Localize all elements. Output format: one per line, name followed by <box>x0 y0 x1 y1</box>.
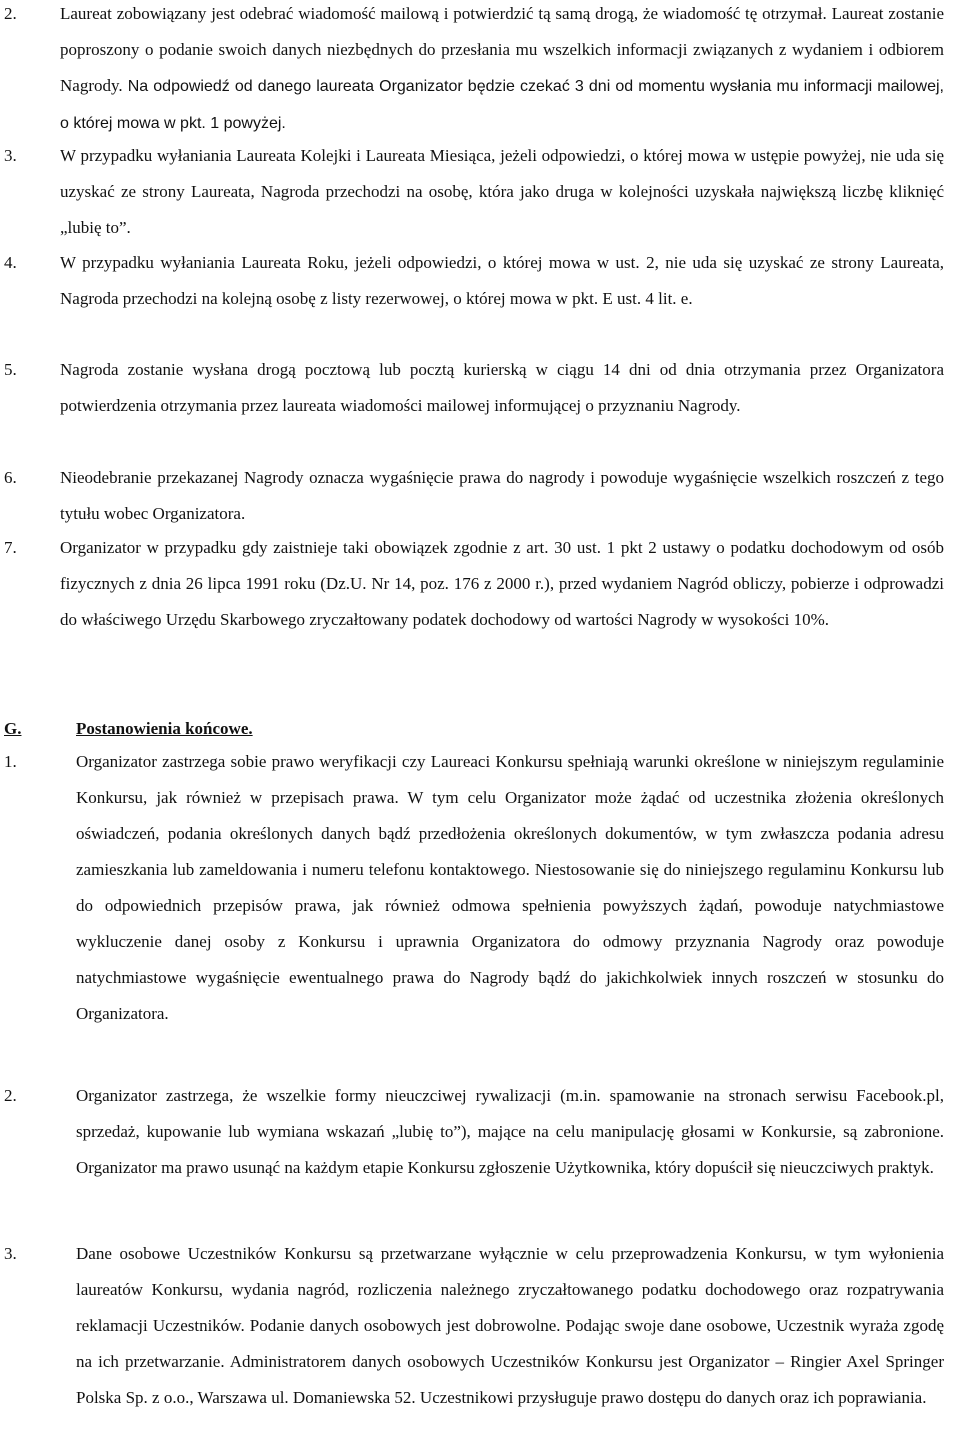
list-number: 7. <box>4 538 17 557</box>
list-text-serif: Laureat zobowiązany jest odebrać wiadomość mailową i potwierdzić tą samą drogą, że wiadomość tę otrzymał. Laureat zostanie poproszony o podanie swoich danych niezbędnych do przesłania mu wszelkich informacji związanych z wydaniem i odbiorem Nagrody. <box>60 4 944 95</box>
list-text-sans: Na odpowiedź od danego laureata Organizator będzie czekać 3 dni od momentu wysłania mu informacji mailowej, o której mowa w pkt. 1 powyżej. <box>60 78 944 132</box>
final-item-3 <box>0 1236 944 1416</box>
list-text: Dane osobowe Uczestników Konkursu są przetwarzane wyłącznie w celu przeprowadzenia Konkursu, w tym wyłonienia laureatów Konkursu, wydania nagród, rozliczenia należnego zryczałtowanego podatku dochodowego oraz rozpatrywania reklamacji Uczestników. Podanie danych osobowych jest dobrowolne. Podając swoje dane osobowe, Uczestnik wyraża zgodę na ich przetwarzanie. Administratorem danych osobowych Uczestników Konkursu jest Organizator – Ringier Axel Springer Polska Sp. z o.o., Warszawa ul. Domaniewska 52. Uczestnikowi przysługuje prawo dostępu do danych oraz ich poprawiania. <box>76 1244 944 1407</box>
list-number: 2. <box>4 4 17 23</box>
section-letter: G. <box>4 719 22 738</box>
list-text: Organizator w przypadku gdy zaistnieje taki obowiązek zgodnie z art. 30 ust. 1 pkt 2 ustawy o podatku dochodowym od osób fizycznych z dnia 26 lipca 1991 roku (Dz.U. Nr 14, poz. 176 z 2000 r.), przed wydaniem Nagród obliczy, pobierze i odprowadzi do właściwego Urzędu Skarbowego zryczałtowany podatek dochodowy od wartości Nagrody w wysokości 10%. <box>60 538 944 629</box>
list-text <box>60 0 944 142</box>
list-item-6 <box>0 460 944 532</box>
list-number: 6. <box>4 468 17 487</box>
section-title: Postanowienia końcowe. <box>76 719 253 738</box>
list-text: Nagroda zostanie wysłana drogą pocztową lub pocztą kurierską w ciągu 14 dni od dnia otrzymania przez Organizatora potwierdzenia otrzymania przez laureata wiadomości mailowej informującej o przyznaniu Nagrody. <box>60 360 944 415</box>
list-item-7 <box>0 530 944 638</box>
list-number: 3. <box>4 1244 17 1263</box>
list-number: 1. <box>4 752 17 771</box>
list-number: 2. <box>4 1086 17 1105</box>
list-text: Nieodebranie przekazanej Nagrody oznacza wygaśnięcie prawa do nagrody i powoduje wygaśnięcie wszelkich roszczeń z tego tytułu wobec Organizatora. <box>60 468 944 523</box>
list-number: 3. <box>4 146 17 165</box>
list-item-5 <box>0 352 944 424</box>
list-item-3 <box>0 138 944 246</box>
list-text: W przypadku wyłaniania Laureata Roku, jeżeli odpowiedzi, o której mowa w ust. 2, nie uda się uzyskać ze strony Laureata, Nagroda przechodzi na kolejną osobę z listy rezerwowej, o której mowa w pkt. E ust. 4 lit. e. <box>60 253 944 308</box>
list-text: Organizator zastrzega sobie prawo weryfikacji czy Laureaci Konkursu spełniają warunki określone w niniejszym regulaminie Konkursu, jak również w przepisach prawa. W tym celu Organizator może żądać od uczestnika złożenia określonych oświadczeń, podania określonych danych bądź przedłożenia określonych dokumentów, w tym zwłaszcza podania adresu zamieszkania lub zameldowania i numeru telefonu kontaktowego. Niestosowanie się do niniejszego regulaminu Konkursu lub do odpowiednich przepisów prawa, jak również odmowa spełnienia powyższych żądań, powoduje natychmiastowe wykluczenie danej osoby z Konkursu i uprawnia Organizatora do odmowy przyznania Nagrody oraz powoduje natychmiastowe wygaśnięcie ewentualnego prawa do Nagrody bądź do jakichkolwiek innych roszczeń w stosunku do Organizatora. <box>76 752 944 1023</box>
list-text: W przypadku wyłaniania Laureata Kolejki i Laureata Miesiąca, jeżeli odpowiedzi, o której mowa w ustępie powyżej, nie uda się uzyskać ze strony Laureata, Nagroda przechodzi na osobę, która jako druga w kolejności uzyskała największą liczbę kliknięć „lubię to”. <box>60 146 944 237</box>
list-number: 5. <box>4 360 17 379</box>
final-item-1 <box>0 744 944 1032</box>
list-item-2 <box>0 0 944 142</box>
list-item-4 <box>0 245 944 317</box>
section-heading <box>4 711 253 747</box>
list-number: 4. <box>4 253 17 272</box>
final-item-2 <box>0 1078 944 1186</box>
list-text: Organizator zastrzega, że wszelkie formy nieuczciwej rywalizacji (m.in. spamowanie na stronach serwisu Facebook.pl, sprzedaż, kupowanie lub wymiana wskazań „lubię to”), mające na celu manipulację głosami w Konkursie, są zabronione. Organizator ma prawo usunąć na każdym etapie Konkursu zgłoszenie Użytkownika, który dopuścił się nieuczciwych praktyk. <box>76 1086 944 1177</box>
